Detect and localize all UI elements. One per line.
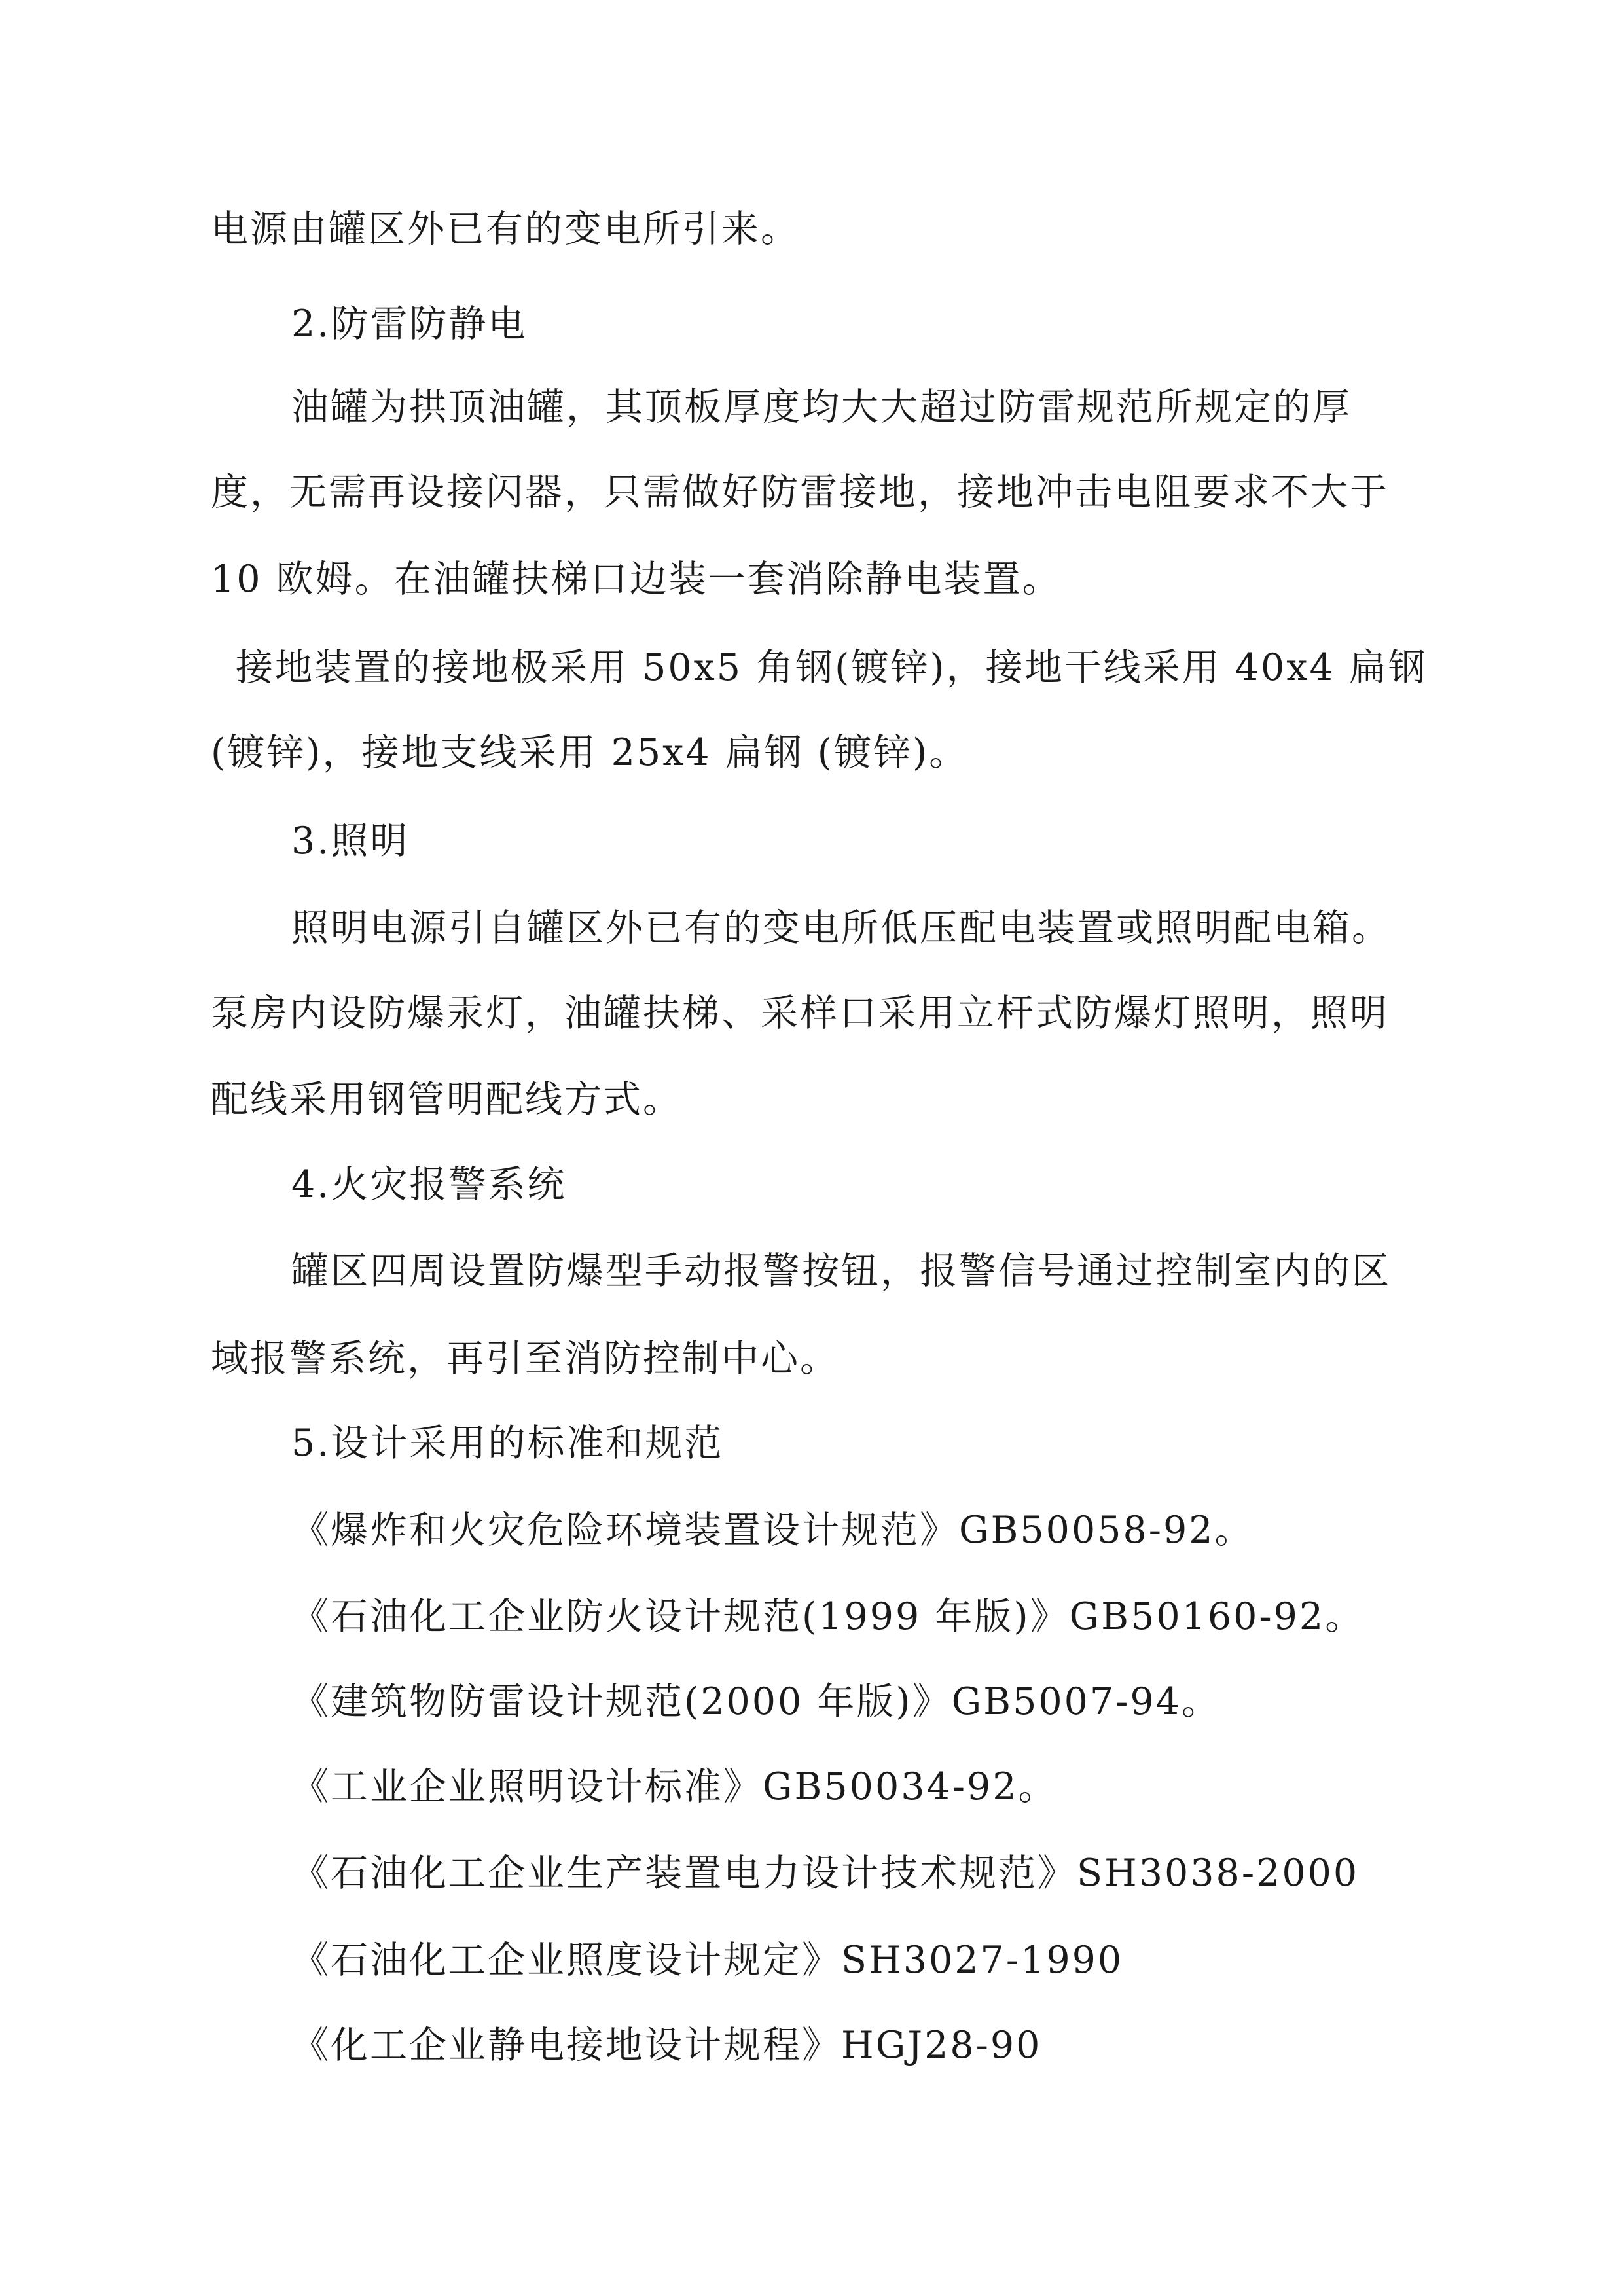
paragraph-line: 10 欧姆。在油罐扶梯口边装一套消除静电装置。 <box>211 558 1062 601</box>
section-heading: 2.防雷防静电 <box>291 302 528 346</box>
reference-item: 《石油化工企业生产装置电力设计技术规范》SH3038-2000 <box>291 1852 1360 1895</box>
paragraph-line: 接地装置的接地极采用 50x5 角钢(镀锌)，接地干线采用 40x4 扁钢 <box>236 646 1428 689</box>
section-heading: 5.设计采用的标准和规范 <box>291 1422 724 1465</box>
paragraph-line: 电源由罐区外已有的变电所引来。 <box>211 207 800 251</box>
reference-item: 《建筑物防雷设计规范(2000 年版)》GB5007-94。 <box>291 1680 1221 1723</box>
paragraph-line: (镀锌)，接地支线采用 25x4 扁钢 (镀锌)。 <box>211 731 969 774</box>
reference-item: 《化工企业静电接地设计规程》HGJ28-90 <box>291 2024 1042 2067</box>
paragraph-line: 油罐为拱顶油罐，其顶板厚度均大大超过防雷规范所规定的厚 <box>291 386 1352 429</box>
reference-item: 《爆炸和火灾危险环境装置设计规范》GB50058-92。 <box>291 1509 1254 1552</box>
paragraph-line: 照明电源引自罐区外已有的变电所低压配电装置或照明配电箱。 <box>291 906 1391 950</box>
paragraph-line: 域报警系统，再引至消防控制中心。 <box>211 1337 839 1380</box>
paragraph-line: 罐区四周设置防爆型手动报警按钮，报警信号通过控制室内的区 <box>291 1249 1391 1293</box>
reference-item: 《工业企业照明设计标准》GB50034-92。 <box>291 1765 1058 1808</box>
reference-item: 《石油化工企业照度设计规定》SH3027-1990 <box>291 1939 1124 1982</box>
reference-item: 《石油化工企业防火设计规范(1999 年版)》GB50160-92。 <box>291 1595 1365 1638</box>
paragraph-line: 配线采用钢管明配线方式。 <box>211 1078 682 1121</box>
section-heading: 3.照明 <box>291 819 410 863</box>
paragraph-line: 度，无需再设接闪器，只需做好防雷接地，接地冲击电阻要求不大于 <box>211 471 1389 514</box>
paragraph-line: 泵房内设防爆汞灯，油罐扶梯、采样口采用立杆式防爆灯照明，照明 <box>211 992 1389 1035</box>
section-heading: 4.火灾报警系统 <box>291 1163 567 1206</box>
